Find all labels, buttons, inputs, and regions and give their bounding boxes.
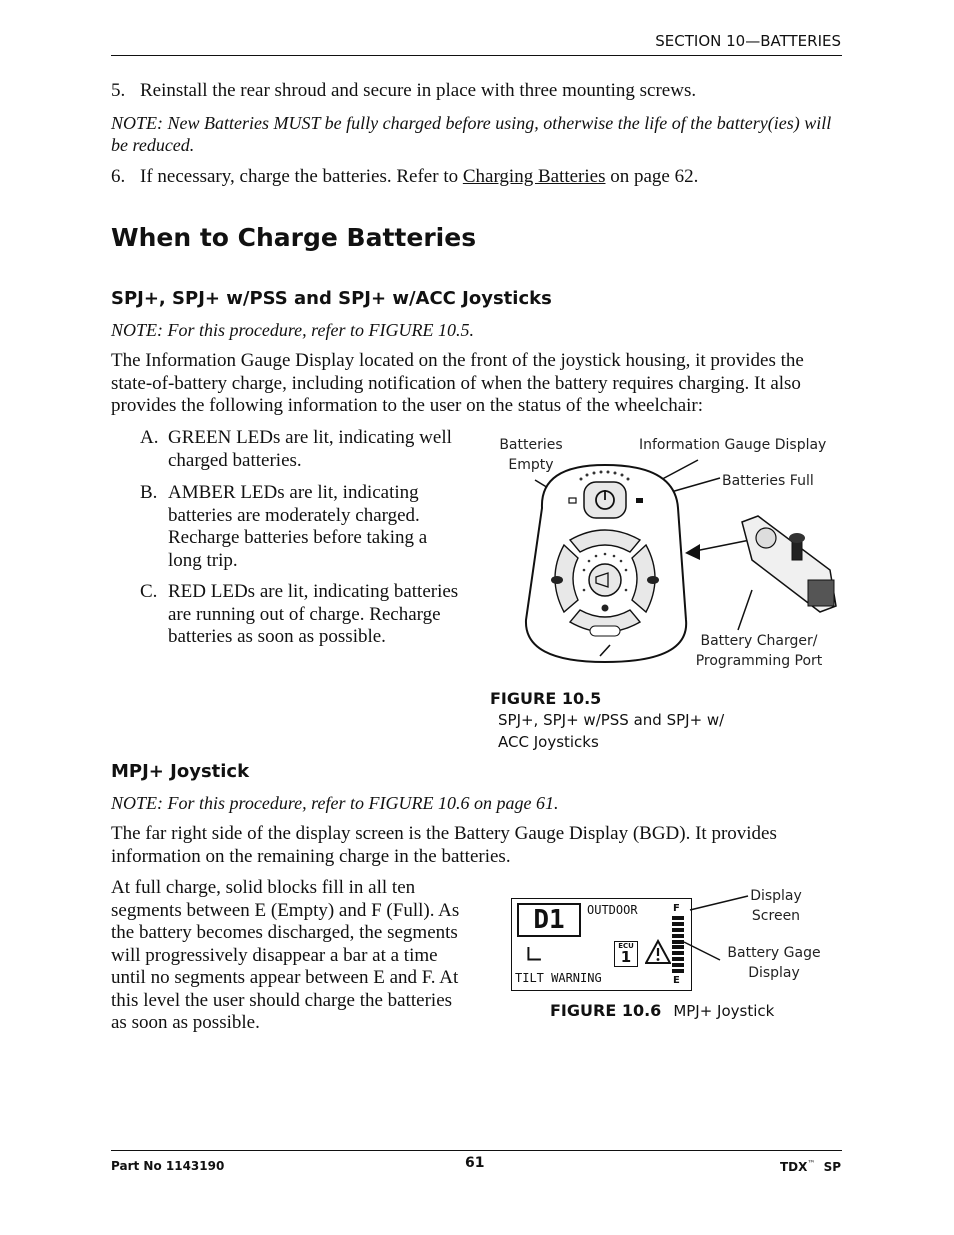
joystick-knob [789, 533, 805, 543]
charging-batteries-link[interactable]: Charging Batteries [462, 166, 606, 187]
step-6-post: on page 62. [610, 166, 699, 187]
step-5-number: 5. [111, 80, 126, 101]
spj-item-c-letter: C. [140, 581, 158, 602]
figure-10-6-label: FIGURE 10.6 [550, 1001, 662, 1020]
section-header: SECTION 10—BATTERIES [655, 32, 841, 50]
spj-note: NOTE: For this procedure, refer to FIGURE 10.5. [111, 320, 474, 340]
rabbit-icon [647, 576, 659, 584]
figure-10-5-caption [490, 689, 845, 753]
spj-heading: SPJ+, SPJ+ w/PSS and SPJ+ w/ACC Joysticks [111, 288, 552, 309]
callout-info-gauge: Information Gauge Display [639, 437, 827, 453]
figure-10-6-text: MPJ+ Joystick [673, 1002, 775, 1020]
footer-rule [111, 1150, 842, 1151]
ecu-number: 1 [620, 948, 632, 966]
callout-display-screen: Display Screen [750, 888, 802, 924]
footer-product-main: TDX [779, 1160, 808, 1174]
step-6-pre: If necessary, charge the batteries. Refer to [140, 166, 459, 187]
callout-battery-gage: Battery Gage Display [727, 945, 821, 981]
ecu-box [614, 941, 638, 967]
spj-item-c-text: RED LEDs are lit, indicating batteries are running out of charge. Recharge batteries as soon as possible. [168, 581, 459, 647]
spj-intro: The Information Gauge Display located on the front of the joystick housing, it provides the state-of-battery charge, including notification of when the battery requires charging. It also provides the following information to the user on the status of the wheelchair: [111, 350, 804, 416]
seat-icon [602, 605, 609, 612]
figure-10-6-caption [550, 1001, 774, 1021]
battery-empty-mark: E [673, 975, 680, 986]
spj-item-a-letter: A. [140, 427, 159, 448]
figure-10-5-text: SPJ+, SPJ+ w/PSS and SPJ+ w/ ACC Joysticks [498, 711, 725, 751]
note-new-batteries: NOTE: New Batteries MUST be fully charged before using, otherwise the life of the battery(ies) will be reduced. [111, 113, 832, 155]
batteries-full-icon [636, 498, 643, 503]
footer-product [780, 1159, 841, 1174]
step-6-text [140, 166, 840, 189]
callout-batteries-full: Batteries Full [722, 473, 814, 489]
mpj-note: NOTE: For this procedure, refer to FIGURE 10.6 on page 61. [111, 793, 559, 813]
horn-button [589, 564, 621, 596]
mpj-heading: MPJ+ Joystick [111, 761, 250, 782]
step-6-number: 6. [111, 166, 126, 187]
mode-label: OUTDOOR [587, 903, 638, 917]
footer-page-number: 61 [465, 1155, 485, 1171]
mpj-display-screen [511, 898, 692, 991]
warning-icon [645, 939, 671, 965]
turtle-icon [551, 576, 563, 584]
tilt-warning-label: TILT WARNING [515, 971, 602, 985]
footer-part-number: Part No 1143190 [111, 1159, 225, 1173]
spj-item-b-letter: B. [140, 482, 158, 503]
callout-batteries-empty: Batteries Empty [499, 437, 563, 473]
callout-charger-port: Battery Charger/ Programming Port [695, 633, 823, 669]
mpj-detail: At full charge, solid blocks fill in all ten segments between E (Empty) and F (Full). As the battery becomes discharged, the segments will progressively disappear a bar at a time until no segments appear between E and F. At this level the user should charge the batteries as soon as possible. [111, 877, 460, 1033]
footer-product-sub: SP [823, 1160, 841, 1174]
section-title: When to Charge Batteries [111, 223, 477, 252]
spj-item-a-text: GREEN LEDs are lit, indicating well charged batteries. [168, 427, 452, 471]
spj-joystick-illustration [490, 430, 850, 675]
arrow-head-icon [685, 544, 700, 560]
figure-10-5-label: FIGURE 10.5 [490, 689, 602, 708]
step-5-text: Reinstall the rear shroud and secure in place with three mounting screws. [140, 80, 697, 101]
battery-full-mark: F [673, 903, 680, 914]
tilt-icon: ∟ [524, 941, 545, 969]
footer-product-tm: ™ [807, 1159, 816, 1168]
ecu-label: ECU [618, 942, 634, 950]
drive-profile-label: D1 [517, 903, 581, 937]
spj-item-b-text: AMBER LEDs are lit, indicating batteries are moderately charged. Recharge batteries before taking a long trip. [168, 482, 428, 571]
header-rule [111, 55, 842, 56]
mpj-intro: The far right side of the display screen is the Battery Gauge Display (BGD). It provides information on the remaining charge in the batteries. [111, 823, 777, 867]
